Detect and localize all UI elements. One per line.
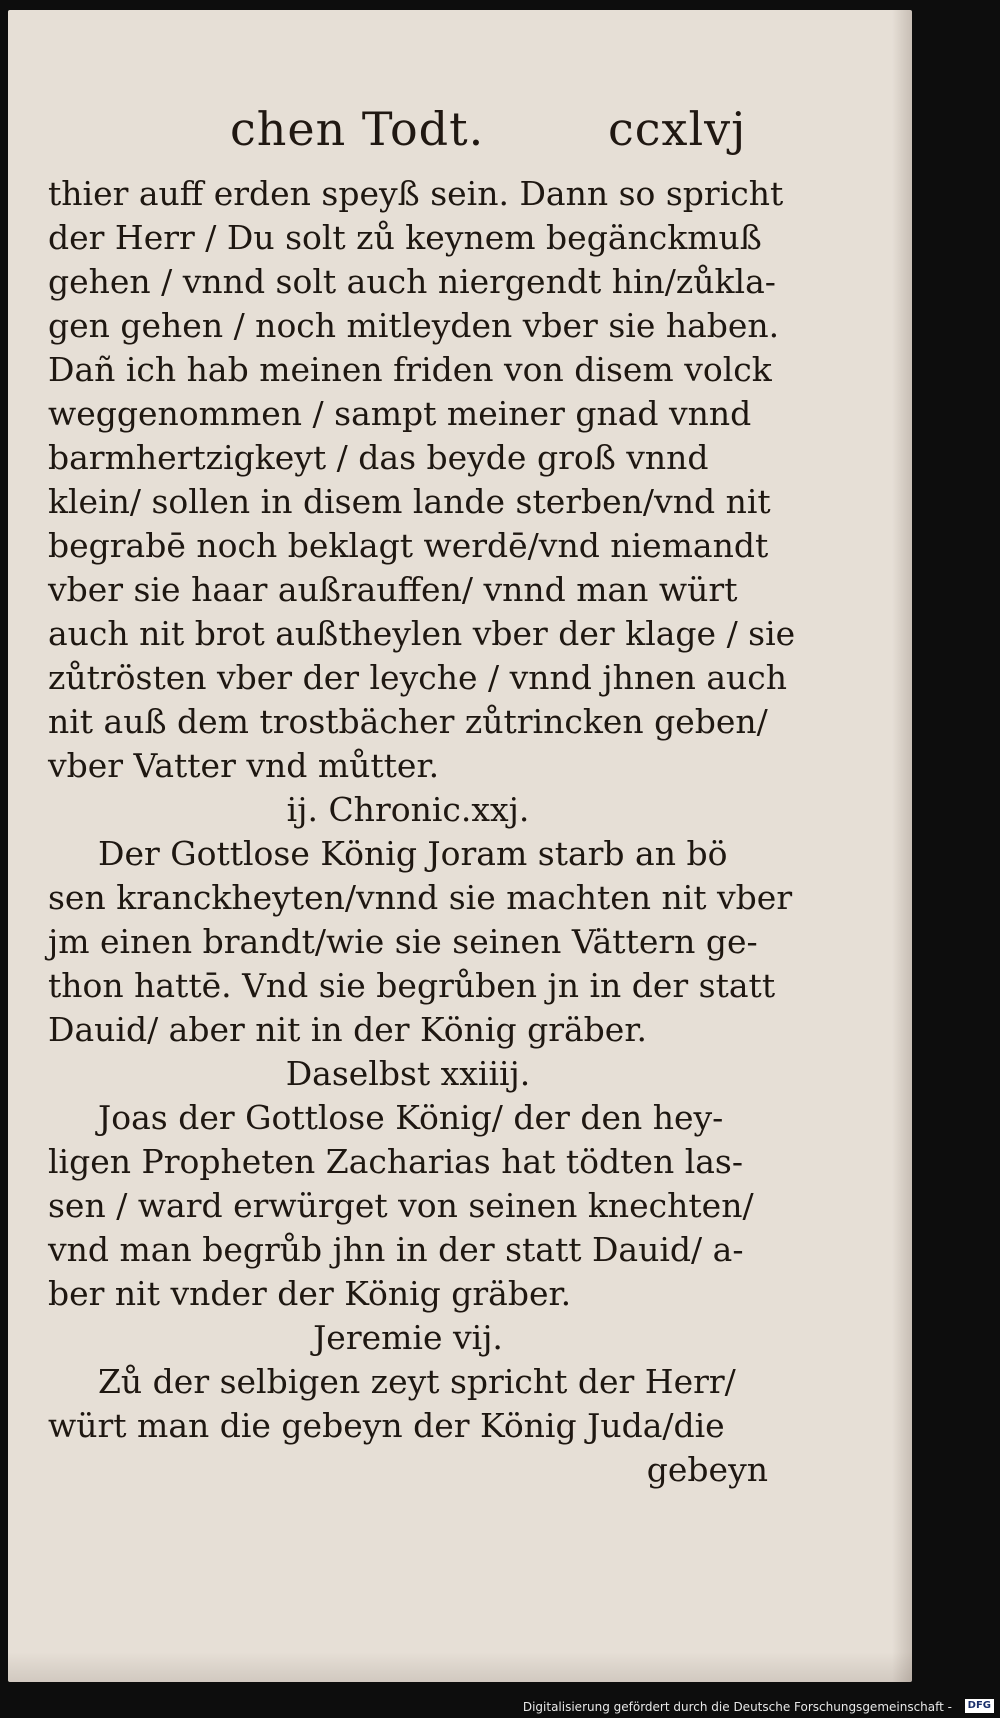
text-line: klein/ sollen in disem lande sterben/vnd nit	[48, 482, 771, 521]
text-line: gen gehen / noch mitleyden vber sie haben.	[48, 306, 780, 345]
text-line: barmhertzigkeyt / das beyde groß vnnd	[48, 438, 709, 477]
running-head: chen Todt.	[230, 102, 485, 156]
text-line: ber nit vnder der König gräber.	[48, 1274, 572, 1313]
text-line: vber Vatter vnd můtter.	[48, 746, 440, 785]
text-line: gehen / vnnd solt auch niergendt hin/zůkla-	[48, 262, 776, 301]
text-line: vnd man begrůb jhn in der statt Dauid/ a-	[48, 1230, 744, 1269]
text-line: vber sie haar außrauffen/ vnnd man würt	[48, 570, 738, 609]
text-line: weggenommen / sampt meiner gnad vnnd	[48, 394, 752, 433]
text-line: begrabē noch beklagt werdē/vnd niemandt	[48, 526, 769, 565]
book-page	[8, 10, 912, 1682]
dfg-logo-icon: DFG	[965, 1699, 994, 1713]
text-line: jm einen brandt/wie sie seinen Vättern ge-	[48, 922, 758, 961]
page-bottom-shadow	[8, 1652, 912, 1682]
section-heading: ij. Chronic.xxj.	[286, 790, 530, 829]
text-line: Dauid/ aber nit in der König gräber.	[48, 1010, 647, 1049]
text-line: Der Gottlose König Joram starb an bö	[98, 834, 728, 873]
text-line: gebeyn	[646, 1450, 768, 1489]
text-line: der Herr / Du solt zů keynem begänckmuß	[48, 218, 762, 257]
section-heading: Daselbst xxiiij.	[285, 1054, 531, 1093]
page-header	[8, 102, 912, 162]
text-line: Zů der selbigen zeyt spricht der Herr/	[98, 1362, 736, 1401]
digitization-credit: Digitalisierung gefördert durch die Deutsche Forschungsgemeinschaft -	[522, 1700, 952, 1714]
text-line: sen kranckheyten/vnnd sie machten nit vber	[48, 878, 793, 917]
text-line: sen / ward erwürget von seinen knechten/	[48, 1186, 754, 1225]
section-heading: Jeremie vij.	[313, 1318, 503, 1357]
text-line: thon hattē. Vnd sie begrůben jn in der statt	[48, 966, 776, 1005]
text-line: thier auff erden speyß sein. Dann so spricht	[48, 174, 784, 213]
text-line: ligen Propheten Zacharias hat tödten las-	[48, 1142, 744, 1181]
text-body	[48, 172, 796, 1492]
text-line: Joas der Gottlose König/ der den hey-	[98, 1098, 724, 1137]
text-line: auch nit brot außtheylen vber der klage / sie	[48, 614, 796, 653]
footer-strip	[0, 1690, 1000, 1718]
folio-number: ccxlvj	[608, 102, 747, 156]
text-line: zůtrösten vber der leyche / vnnd jhnen auch	[48, 658, 788, 697]
text-line: Dañ ich hab meinen friden von disem volck	[48, 350, 772, 389]
page-edge-shadow	[892, 10, 912, 1682]
text-line: nit auß dem trostbächer zůtrincken geben/	[48, 702, 768, 741]
text-line: würt man die gebeyn der König Juda/die	[48, 1406, 725, 1445]
